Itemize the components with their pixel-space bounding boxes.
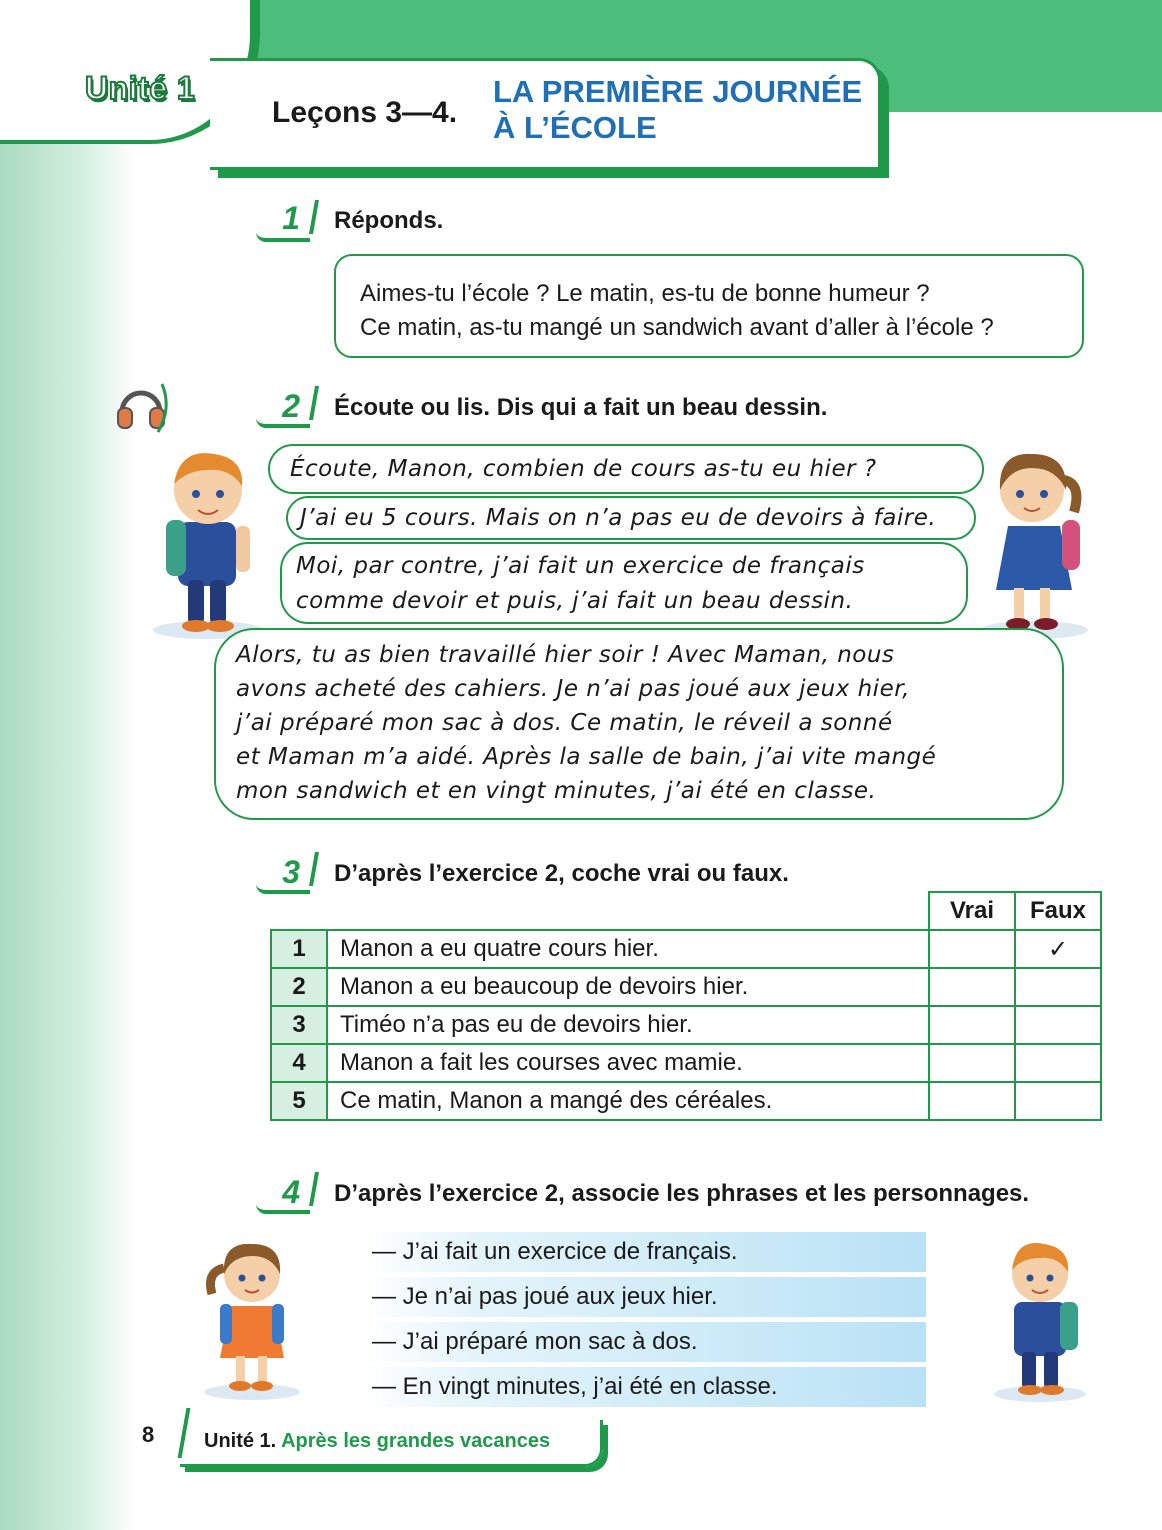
faux-checkbox-cell[interactable]: ✓ [1015,930,1101,968]
headphones-icon[interactable] [112,378,170,436]
row-statement: Manon a eu quatre cours hier. [327,930,929,968]
exercise-1-questions-box [334,254,1084,358]
column-header-vrai: Vrai [929,892,1015,930]
vrai-checkbox-cell[interactable] [929,1006,1015,1044]
row-number: 5 [271,1082,327,1120]
dialogue-line-4a: Alors, tu as bien travaillé hier soir ! Avec Maman, nous [236,642,895,668]
exercise-2-marker-hook [256,414,310,428]
exercise-3-number: 3 [282,854,300,890]
faux-checkbox-cell[interactable] [1015,968,1101,1006]
lessons-label: Leçons 3—4. [272,96,458,129]
footer-unit-name: Après les grandes vacances [281,1430,551,1452]
table-row [271,1006,1101,1044]
row-statement: Ce matin, Manon a mangé des céréales. [327,1082,929,1120]
phrase-2[interactable]: — Je n’ai pas joué aux jeux hier. [372,1283,718,1310]
page-title-line1: LA PREMIÈRE JOURNÉE [493,74,863,109]
table-header-row [271,892,1101,930]
table-row [271,1044,1101,1082]
row-number: 1 [271,930,327,968]
exercise-4-instruction: D’après l’exercice 2, associe les phrases et les personnages. [334,1180,1030,1207]
table-row [271,1082,1101,1120]
footer-unit-title [204,1430,550,1453]
empty-header-cell [327,892,929,930]
boy-timeo-illustration-small [990,1232,1090,1404]
page-title-line2: À L’ÉCOLE [493,110,657,145]
exercise-4-marker-hook [256,1200,310,1214]
footer-unit: Unité 1. [204,1430,277,1452]
vrai-checkbox-cell[interactable] [929,1082,1015,1120]
dialogue-line-4b: avons acheté des cahiers. Je n’ai pas joué aux jeux hier, [236,676,910,702]
row-number: 3 [271,1006,327,1044]
dialogue-line-4c: j’ai préparé mon sac à dos. Ce matin, le réveil a sonné [236,710,893,736]
phrase-4[interactable]: — En vingt minutes, j’ai été en classe. [372,1373,778,1400]
row-statement: Timéo n’a pas eu de devoirs hier. [327,1006,929,1044]
page-number: 8 [142,1422,155,1447]
page-title [493,74,862,146]
dialogue-line-4d: et Maman m’a aidé. Après la salle de bain, j’ai vite mangé [236,744,937,770]
dialogue-line-3b: comme devoir et puis, j’ai fait un beau dessin. [296,588,854,614]
girl-manon-illustration [978,440,1090,640]
row-statement: Manon a fait les courses avec mamie. [327,1044,929,1082]
vrai-checkbox-cell[interactable] [929,968,1015,1006]
faux-checkbox-cell[interactable] [1015,1006,1101,1044]
faux-checkbox-cell[interactable] [1015,1044,1101,1082]
question-line-1: Aimes-tu l’école ? Le matin, es-tu de bonne humeur ? [360,280,930,307]
exercise-1-number: 1 [282,200,300,236]
exercise-4-number: 4 [282,1174,300,1210]
phrase-3[interactable]: — J’ai préparé mon sac à dos. [372,1328,698,1355]
dialogue-line-1: Écoute, Manon, combien de cours as-tu eu hier ? [290,456,877,482]
dialogue-line-2: J’ai eu 5 cours. Mais on n’a pas eu de devoirs à faire. [300,505,937,531]
dialogue-line-4e: mon sandwich et en vingt minutes, j’ai été en classe. [236,778,877,804]
dialogue-line-3a: Moi, par contre, j’ai fait un exercice de français [296,553,865,579]
exercise-1-instruction: Réponds. [334,207,444,234]
table-row [271,968,1101,1006]
exercise-2-number: 2 [282,388,300,424]
unit-label: Unité 1 [85,70,196,106]
exercise-3-instruction: D’après l’exercice 2, coche vrai ou faux. [334,860,789,887]
girl-manon-illustration-small [200,1232,304,1402]
table-row [271,930,1101,968]
true-false-table [270,891,1102,1121]
exercise-2-instruction: Écoute ou lis. Dis qui a fait un beau dessin. [334,394,828,421]
exercise-1-marker-hook [256,228,310,242]
empty-header-cell [271,892,327,930]
left-margin-strip [0,0,135,1530]
question-line-2: Ce matin, as-tu mangé un sandwich avant d’aller à l’école ? [360,314,994,341]
vrai-checkbox-cell[interactable] [929,930,1015,968]
phrase-1[interactable]: — J’ai fait un exercice de français. [372,1238,738,1265]
row-number: 2 [271,968,327,1006]
boy-timeo-illustration [150,440,270,640]
row-number: 4 [271,1044,327,1082]
faux-checkbox-cell[interactable] [1015,1082,1101,1120]
column-header-faux: Faux [1015,892,1101,930]
row-statement: Manon a eu beaucoup de devoirs hier. [327,968,929,1006]
vrai-checkbox-cell[interactable] [929,1044,1015,1082]
